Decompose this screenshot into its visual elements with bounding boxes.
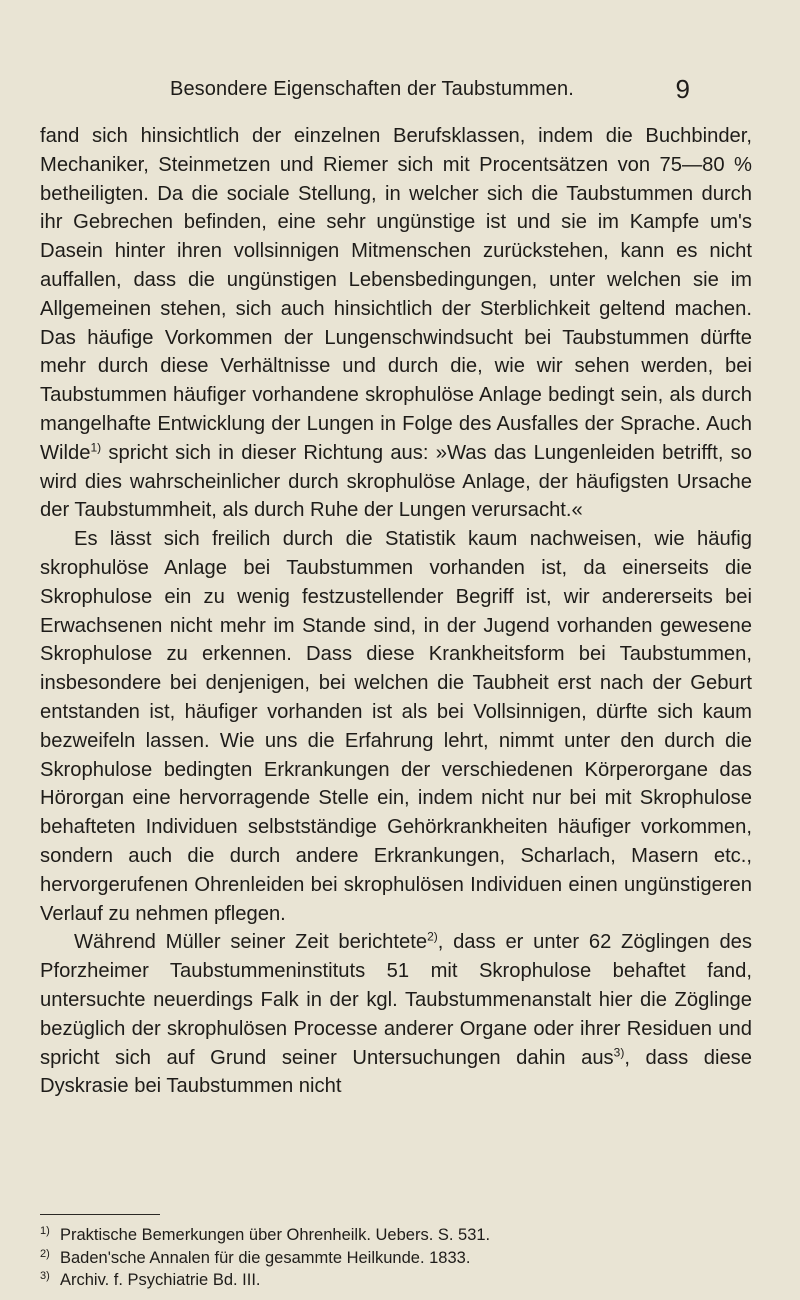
running-title: Besondere Eigenschaften der Taubstummen. bbox=[170, 78, 574, 100]
paragraph-1 bbox=[40, 122, 752, 525]
footnote-2-mark: 2) bbox=[40, 1247, 50, 1260]
paragraph-1-text-b: spricht sich in dieser Richtung aus: »Was das Lungenleiden betrifft, so wird dies wahrscheinlicher durch skrophulöse Anlage, der häufigsten Ursache der Taubstummheit, als durch Ruhe der Lungen verursacht.« bbox=[40, 441, 752, 522]
footnote-1-text: Praktische Bemerkungen über Ohrenheilk. Uebers. S. 531. bbox=[60, 1226, 491, 1244]
footnote-2 bbox=[40, 1247, 752, 1270]
footnote-ref-3: 3) bbox=[613, 1044, 625, 1059]
paragraph-2-text: Es lässt sich freilich durch die Statistik kaum nachweisen, wie häufig skrophulöse Anlage bei Taubstummen vorhanden ist, da einerseits die Skrophulose ein zu wenig festzustellender Begriff ist, wir andererseits bei Erwachsenen nicht mehr im Stande sind, in der Jugend vorhanden gewesene Skrophulose zu erkennen. Dass diese Krankheitsform bei Taubstummen, insbesondere bei denjenigen, bei welchen die Taubheit erst nach der Geburt entstanden ist, häufiger vorhanden ist als bei Vollsinnigen, dürfte sich kaum bezweifeln lassen. Wie uns die Erfahrung lehrt, nimmt unter den durch die Skrophulose bedingten Erkrankungen der verschiedenen Körperorgane das Hörorgan eine hervorragende Stelle ein, indem nicht nur bei mit Skrophulose behafteten Individuen selbstständige Gehörkrankheiten häufiger vorkommen, sondern auch die durch andere Erkrankungen, Scharlach, Masern etc., hervorgerufenen Ohrenleiden bei skrophulösen Individuen einen ungünstigeren Verlauf zu nehmen pflegen. bbox=[40, 528, 752, 925]
paragraph-2 bbox=[40, 525, 752, 928]
page-number: 9 bbox=[675, 74, 690, 104]
footnotes bbox=[40, 1224, 752, 1292]
footnote-3 bbox=[40, 1269, 752, 1292]
footnote-2-text: Baden'sche Annalen für die gesammte Heilkunde. 1833. bbox=[60, 1248, 471, 1267]
footnote-ref-1: 1) bbox=[90, 440, 102, 455]
footnote-3-mark: 3) bbox=[40, 1270, 50, 1282]
paragraph-3-text-c: , dass diese Dyskrasie bei Taubstummen nicht bbox=[40, 1046, 752, 1098]
footnote-1-mark: 1) bbox=[40, 1225, 50, 1237]
footnote-ref-2: 2) bbox=[427, 929, 438, 944]
footnote-3-text: Archiv. f. Psychiatrie Bd. III. bbox=[60, 1271, 261, 1289]
body-text bbox=[40, 122, 752, 1101]
paragraph-3 bbox=[40, 928, 752, 1101]
paragraph-3-text-b: , dass er unter 62 Zöglingen des Pforzheimer Taubstummeninstituts 51 mit Skrophulose behaftet fand, untersuchte neuerdings Falk in der kgl. Taubstummenanstalt hier die Zöglinge bezüglich der skrophulösen Processe anderer Organe oder ihrer Residuen und spricht sich auf Grund seiner Untersuchungen dahin aus bbox=[40, 931, 752, 1069]
paragraph-3-text-a: Während Müller seiner Zeit berichtete bbox=[74, 931, 428, 954]
footnote-divider bbox=[40, 1214, 160, 1215]
paragraph-1-text-a: fand sich hinsichtlich der einzelnen Berufsklassen, indem die Buchbinder, Mechaniker, Steinmetzen und Riemer sich mit Procentsätzen von 75—80 % betheiligten. Da die sociale Stellung, in welcher sich die Taubstummen durch ihr Gebrechen befinden, eine sehr ungünstige ist und sie im Kampfe um's Dasein hinter ihren vollsinnigen Mitmenschen zurückstehen, kann es nicht auffallen, dass die ungünstigen Lebensbedingungen, unter welchen sie im Allgemeinen stehen, sich auch hinsichtlich der Sterblichkeit geltend machen. Das häufige Vorkommen der Lungenschwindsucht bei Taubstummen dürfte mehr durch diese Verhältnisse und durch die, wie wir sehen werden, bei Taubstummen häufiger vorhandene skrophulöse Anlage bedingt sein, als durch mangelhafte Entwicklung der Lungen in Folge des Ausfalles der Sprache. Auch Wilde bbox=[40, 125, 752, 464]
footnote-1 bbox=[40, 1224, 752, 1247]
